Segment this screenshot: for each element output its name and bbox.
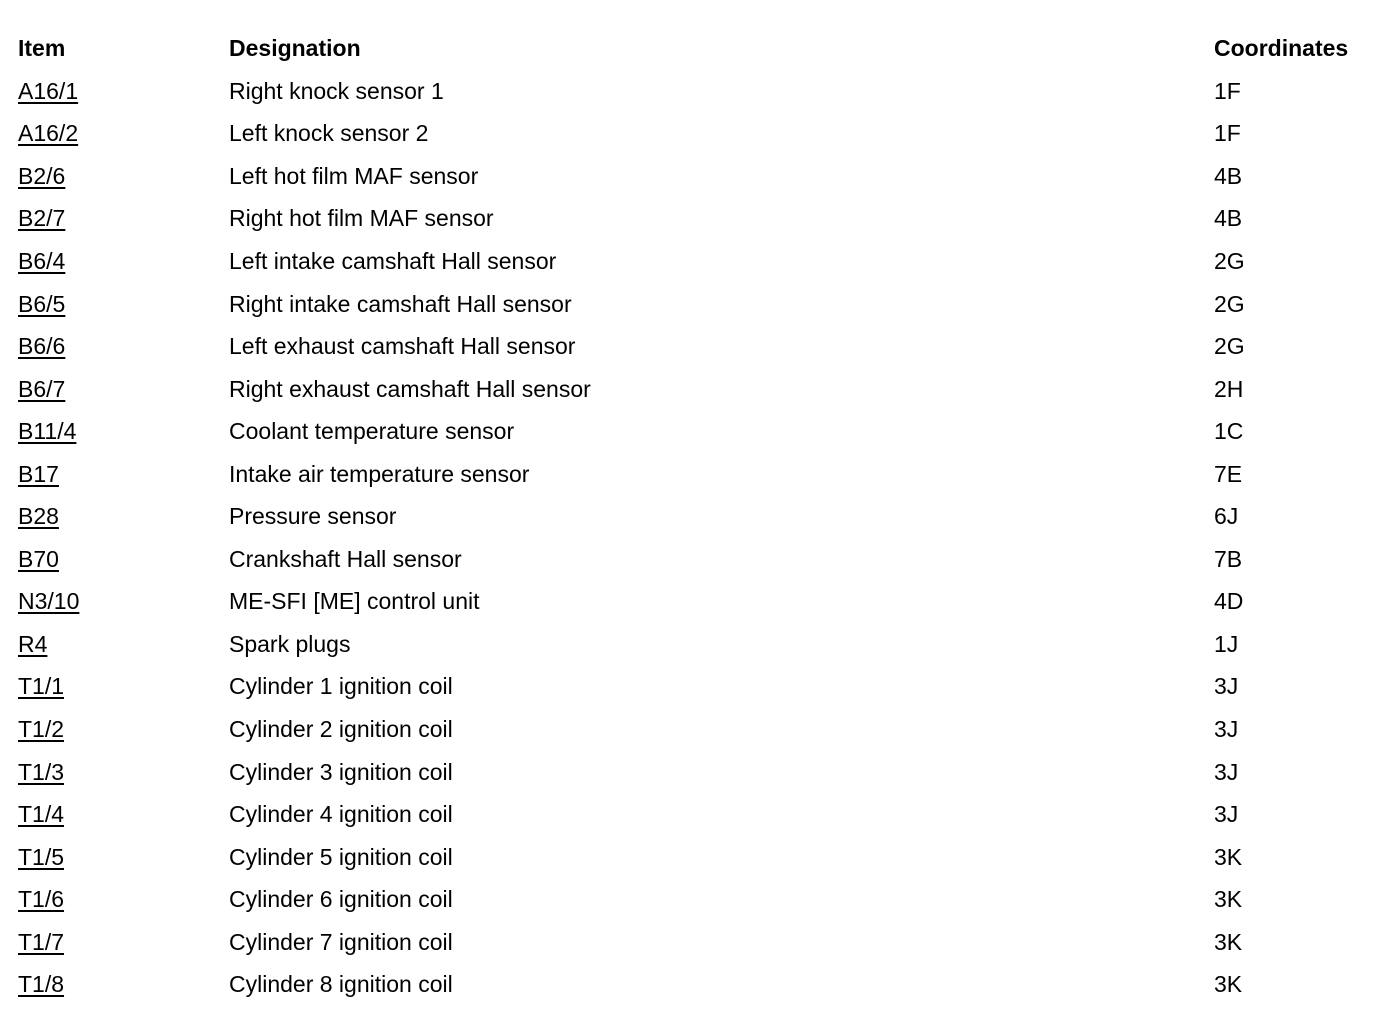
item-cell bbox=[18, 716, 229, 743]
item-link[interactable]: T1/5 bbox=[18, 843, 65, 870]
item-cell bbox=[18, 759, 229, 786]
item-link[interactable]: B2/7 bbox=[18, 205, 66, 232]
item-cell bbox=[18, 673, 229, 700]
item-link[interactable]: T1/1 bbox=[18, 673, 65, 700]
item-cell bbox=[18, 418, 229, 445]
table-row bbox=[18, 495, 1378, 538]
item-link[interactable]: B6/4 bbox=[18, 247, 66, 274]
item-cell bbox=[18, 503, 229, 530]
coordinates-cell: 1F bbox=[1214, 77, 1241, 104]
item-cell bbox=[18, 886, 229, 913]
coordinates-cell: 3J bbox=[1214, 758, 1239, 785]
designation-cell: Cylinder 2 ignition coil bbox=[229, 715, 453, 742]
coordinates-cell: 4D bbox=[1214, 588, 1244, 615]
item-link[interactable]: B70 bbox=[18, 545, 59, 572]
item-cell bbox=[18, 120, 229, 147]
item-cell bbox=[18, 461, 229, 488]
item-link[interactable]: A16/1 bbox=[18, 77, 79, 104]
item-link[interactable]: B6/5 bbox=[18, 290, 66, 317]
item-link[interactable]: T1/6 bbox=[18, 886, 65, 913]
coordinates-cell: 7B bbox=[1214, 545, 1243, 572]
coordinates-cell: 3K bbox=[1214, 843, 1243, 870]
item-link[interactable]: T1/2 bbox=[18, 715, 65, 742]
table-row bbox=[18, 453, 1378, 496]
item-link[interactable]: T1/4 bbox=[18, 801, 65, 828]
item-cell bbox=[18, 205, 229, 232]
item-link[interactable]: B17 bbox=[18, 460, 59, 487]
item-cell bbox=[18, 333, 229, 360]
coordinates-cell: 1J bbox=[1214, 630, 1239, 657]
coordinates-cell: 2G bbox=[1214, 247, 1245, 274]
designation-cell: Cylinder 8 ignition coil bbox=[229, 971, 453, 998]
designation-cell: Left hot film MAF sensor bbox=[229, 162, 479, 189]
designation-cell: Pressure sensor bbox=[229, 503, 397, 530]
header-designation: Designation bbox=[229, 34, 361, 61]
table-row bbox=[18, 198, 1378, 241]
item-link[interactable]: T1/8 bbox=[18, 971, 65, 998]
table-row bbox=[18, 708, 1378, 751]
table-body bbox=[18, 70, 1378, 1006]
header-coordinates: Coordinates bbox=[1214, 34, 1349, 61]
designation-cell: Cylinder 6 ignition coil bbox=[229, 886, 453, 913]
designation-cell: Crankshaft Hall sensor bbox=[229, 545, 462, 572]
coordinates-cell: 3K bbox=[1214, 886, 1243, 913]
item-cell bbox=[18, 248, 229, 275]
table-row bbox=[18, 113, 1378, 156]
table-row bbox=[18, 70, 1378, 113]
item-cell bbox=[18, 546, 229, 573]
coordinates-cell: 2G bbox=[1214, 333, 1245, 360]
designation-cell: Spark plugs bbox=[229, 630, 351, 657]
coordinates-cell: 3J bbox=[1214, 801, 1239, 828]
designation-cell: ME-SFI [ME] control unit bbox=[229, 588, 480, 615]
table-row bbox=[18, 155, 1378, 198]
coordinates-cell: 7E bbox=[1214, 460, 1243, 487]
table-row bbox=[18, 283, 1378, 326]
table-row bbox=[18, 666, 1378, 709]
designation-cell: Right intake camshaft Hall sensor bbox=[229, 290, 572, 317]
coordinates-cell: 4B bbox=[1214, 162, 1243, 189]
table-row bbox=[18, 623, 1378, 666]
designation-cell: Cylinder 1 ignition coil bbox=[229, 673, 453, 700]
designation-cell: Right knock sensor 1 bbox=[229, 77, 444, 104]
component-legend-table bbox=[18, 26, 1378, 1006]
item-link[interactable]: B11/4 bbox=[18, 418, 77, 445]
designation-cell: Intake air temperature sensor bbox=[229, 460, 530, 487]
table-row bbox=[18, 538, 1378, 581]
table-row bbox=[18, 240, 1378, 283]
designation-cell: Cylinder 4 ignition coil bbox=[229, 801, 453, 828]
designation-cell: Left intake camshaft Hall sensor bbox=[229, 247, 557, 274]
table-row bbox=[18, 368, 1378, 411]
table-row bbox=[18, 878, 1378, 921]
item-link[interactable]: B2/6 bbox=[18, 162, 66, 189]
item-link[interactable]: R4 bbox=[18, 630, 48, 657]
coordinates-cell: 3K bbox=[1214, 971, 1243, 998]
table-row bbox=[18, 921, 1378, 964]
item-cell bbox=[18, 929, 229, 956]
item-link[interactable]: B6/6 bbox=[18, 333, 66, 360]
designation-cell: Right hot film MAF sensor bbox=[229, 205, 494, 232]
table-row bbox=[18, 581, 1378, 624]
coordinates-cell: 1F bbox=[1214, 120, 1241, 147]
coordinates-cell: 3J bbox=[1214, 715, 1239, 742]
item-link[interactable]: T1/7 bbox=[18, 928, 65, 955]
table-row bbox=[18, 963, 1378, 1006]
item-cell bbox=[18, 631, 229, 658]
coordinates-cell: 2G bbox=[1214, 290, 1245, 317]
designation-cell: Left knock sensor 2 bbox=[229, 120, 429, 147]
coordinates-cell: 1C bbox=[1214, 418, 1244, 445]
designation-cell: Coolant temperature sensor bbox=[229, 418, 515, 445]
table-row bbox=[18, 325, 1378, 368]
coordinates-cell: 6J bbox=[1214, 503, 1239, 530]
table-row bbox=[18, 836, 1378, 879]
designation-cell: Left exhaust camshaft Hall sensor bbox=[229, 333, 576, 360]
coordinates-cell: 3J bbox=[1214, 673, 1239, 700]
coordinates-cell: 3K bbox=[1214, 928, 1243, 955]
item-link[interactable]: B28 bbox=[18, 503, 59, 530]
designation-cell: Cylinder 5 ignition coil bbox=[229, 843, 453, 870]
coordinates-cell: 2H bbox=[1214, 375, 1244, 402]
item-cell bbox=[18, 844, 229, 871]
item-cell bbox=[18, 291, 229, 318]
table-row bbox=[18, 751, 1378, 794]
coordinates-cell: 4B bbox=[1214, 205, 1243, 232]
item-cell bbox=[18, 78, 229, 105]
designation-cell: Right exhaust camshaft Hall sensor bbox=[229, 375, 591, 402]
item-link[interactable]: T1/3 bbox=[18, 758, 65, 785]
table-header-row bbox=[18, 26, 1378, 70]
table-row bbox=[18, 410, 1378, 453]
header-item: Item bbox=[18, 34, 66, 61]
designation-cell: Cylinder 7 ignition coil bbox=[229, 928, 453, 955]
table-row bbox=[18, 793, 1378, 836]
item-link[interactable]: N3/10 bbox=[18, 588, 80, 615]
item-cell bbox=[18, 801, 229, 828]
item-cell bbox=[18, 971, 229, 998]
item-link[interactable]: A16/2 bbox=[18, 120, 79, 147]
item-link[interactable]: B6/7 bbox=[18, 375, 66, 402]
item-cell bbox=[18, 163, 229, 190]
item-cell bbox=[18, 588, 229, 615]
designation-cell: Cylinder 3 ignition coil bbox=[229, 758, 453, 785]
item-cell bbox=[18, 376, 229, 403]
